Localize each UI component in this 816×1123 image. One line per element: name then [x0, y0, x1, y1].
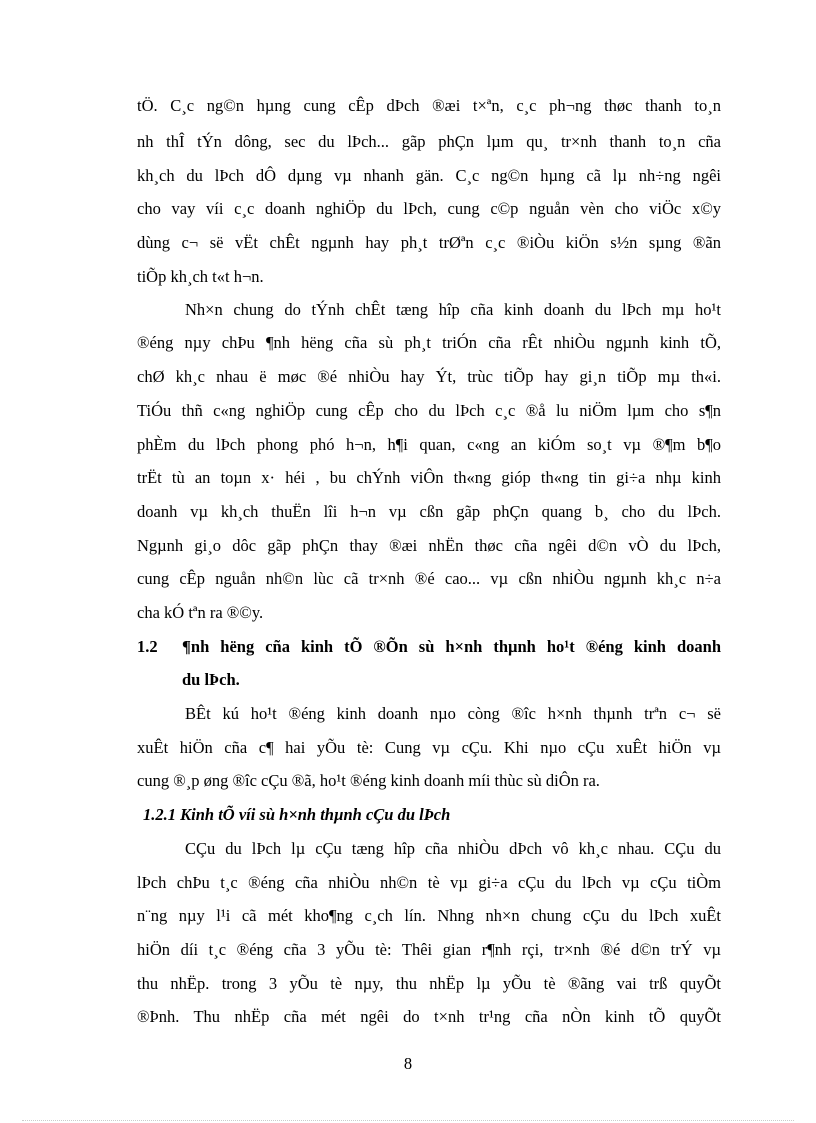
subsection-heading: 1.2.1 Kinh tÕ víi sù h×nh thµnh cÇu du lÞch: [143, 805, 451, 824]
body-line: chØ kh¸c nhau ë møc ®é nhiÒu hay Ýt, trùc tiÕp hay gi¸n tiÕp mµ th«i.: [137, 367, 721, 386]
body-line: cha kÓ tªn ra ®©y.: [137, 603, 264, 622]
page-number: 8: [403, 1054, 413, 1073]
body-line: CÇu du lÞch lµ cÇu tæng hîp cña nhiÒu dÞch vô kh¸c nhau. CÇu du: [185, 839, 721, 858]
body-line: thu nhËp. trong 3 yÕu tè nµy, thu nhËp lµ yÕu tè ®ãng vai trß quyÕt: [137, 974, 721, 993]
body-line: Nh×n chung do tÝnh chÊt tæng hîp cña kinh doanh du lÞch mµ ho¹t: [185, 300, 721, 319]
body-line: tÖ. C¸c ng©n hµng cung cÊp dÞch ®æi t×ªn, c¸c ph¬ng thøc thanh to¸n: [137, 96, 721, 115]
body-line: trËt tù an toµn x· héi , bu chÝnh viÔn th«ng gióp th«ng tin gi÷a nhµ kinh: [137, 468, 721, 487]
body-line: tiÕp kh¸ch t«t h¬n.: [137, 267, 264, 286]
body-line: Ngµnh gi¸o dôc gãp phÇn thay ®æi nhËn thøc cña ngêi d©n vÒ du lÞch,: [137, 536, 721, 555]
body-line: kh¸ch du lÞch dÔ dµng vµ nhanh gän. C¸c ng©n hµng cã lµ nh÷ng ngêi: [137, 166, 721, 185]
body-line: ®Þnh. Thu nhËp cña mét ngêi do t×nh tr¹ng cña nÒn kinh tÕ quyÕt: [137, 1007, 721, 1026]
section-heading: ¶nh hëng cña kinh tÕ ®Õn sù h×nh thµnh ho¹t ®éng kinh doanh: [182, 637, 721, 656]
body-line: ®éng nµy chÞu ¶nh hëng cña sù ph¸t triÓn cña rÊt nhiÒu ngµnh kinh tÕ,: [137, 333, 721, 352]
body-line: doanh vµ kh¸ch thuËn lîi h¬n vµ cßn gãp phÇn quang b¸ cho du lÞch.: [137, 502, 721, 521]
body-line: xuÊt hiÖn cña c¶ hai yÕu tè: Cung vµ cÇu. Khi nµo cÇu xuÊt hiÖn vµ: [137, 738, 721, 757]
section-heading-cont: du lÞch.: [182, 670, 240, 689]
body-line: BÊt kú ho¹t ®éng kinh doanh nµo còng ®îc h×nh thµnh trªn c¬ së: [185, 704, 721, 723]
body-line: n¨ng nµy l¹i cã mét kho¶ng c¸ch lín. Nhng nh×n chung cÇu du lÞch xuÊt: [137, 906, 721, 925]
body-line: nh thÎ tÝn dông, sec du lÞch... gãp phÇn lµm qu¸ tr×nh thanh to¸n cña: [137, 132, 721, 151]
section-number: 1.2: [137, 637, 158, 656]
body-line: dùng c¬ së vËt chÊt ngµnh hay ph¸t trØªn c¸c ®iÒu kiÖn s½n sµng ®ãn: [137, 233, 721, 252]
body-line: lÞch chÞu t¸c ®éng cña nhiÒu nh©n tè vµ gi÷a cÇu du lÞch vµ cÇu tiÒm: [137, 873, 721, 892]
page-bottom-divider: [22, 1120, 794, 1121]
body-line: TiÓu thñ c«ng nghiÖp cung cÊp cho du lÞch c¸c ®å lu niÖm lµm cho s¶n: [137, 401, 721, 420]
body-line: cung cÊp nguån nh©n lùc cã tr×nh ®é cao... vµ cßn nhiÒu ngµnh kh¸c n÷a: [137, 569, 721, 588]
body-line: hiÖn díi t¸c ®éng cña 3 yÕu tè: Thêi gian r¶nh rçi, tr×nh ®é d©n trÝ vµ: [137, 940, 721, 959]
body-line: cung ®¸p øng ®îc cÇu ®ã, ho¹t ®éng kinh doanh míi thùc sù diÔn ra.: [137, 771, 600, 790]
body-line: phÈm du lÞch phong phó h¬n, h¶i quan, c«ng an kiÓm so¸t vµ ®¶m b¶o: [137, 435, 721, 454]
body-line: cho vay víi c¸c doanh nghiÖp du lÞch, cung c©p nguån vèn cho viÖc x©y: [137, 199, 721, 218]
